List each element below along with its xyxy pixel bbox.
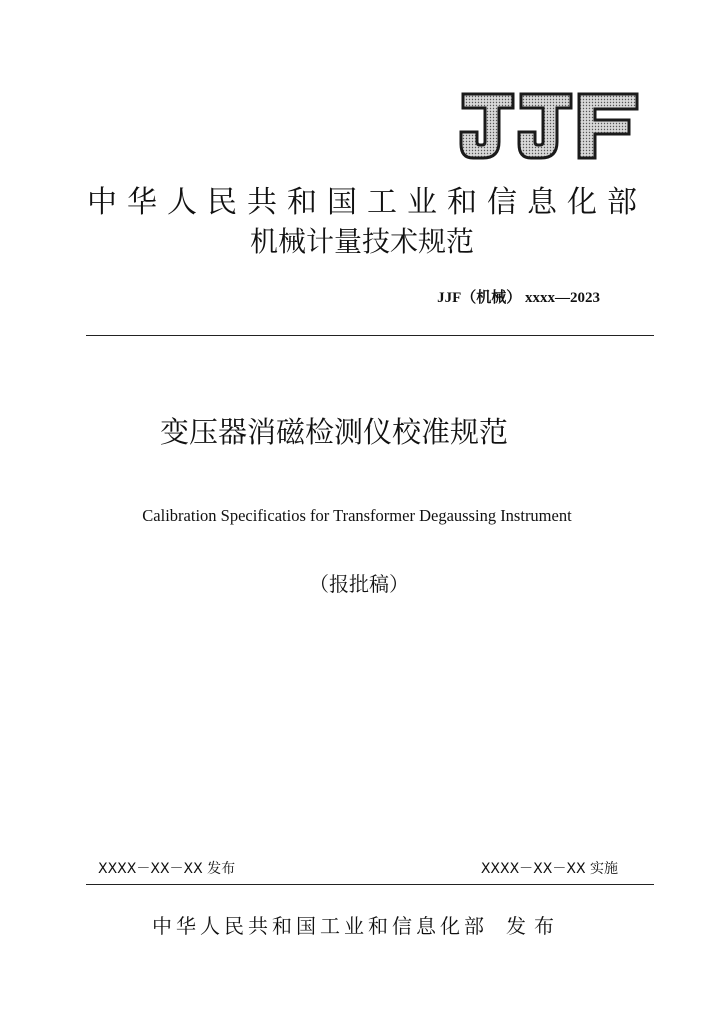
logo-letter-j-1 — [461, 94, 513, 158]
ministry-title: 中华人民共和国工业和信息化部 — [87, 185, 647, 220]
publisher-name: 中华人民共和国工业和信息化部 — [152, 914, 488, 938]
publisher-action: 发布 — [506, 914, 562, 938]
bottom-divider — [86, 884, 654, 885]
draft-status: （报批稿） — [309, 572, 409, 596]
document-title-cn: 变压器消磁检测仪校准规范 — [160, 415, 509, 449]
implementation-date: XXXX－XX－XX 实施 — [480, 861, 618, 877]
publisher-line — [0, 910, 724, 942]
jjf-logo — [459, 92, 639, 160]
document-title-en: Calibration Specificatios for Transformer Degaussing Instrument — [142, 506, 572, 525]
logo-letter-f — [579, 94, 637, 158]
top-divider — [86, 335, 654, 336]
issue-date: XXXX－XX－XX 发布 — [98, 861, 236, 877]
spec-series-title: 机械计量技术规范 — [249, 225, 474, 258]
spec-code: JJF（机械） xxxx—2023 — [437, 290, 600, 306]
logo-letter-j-2 — [519, 94, 571, 158]
